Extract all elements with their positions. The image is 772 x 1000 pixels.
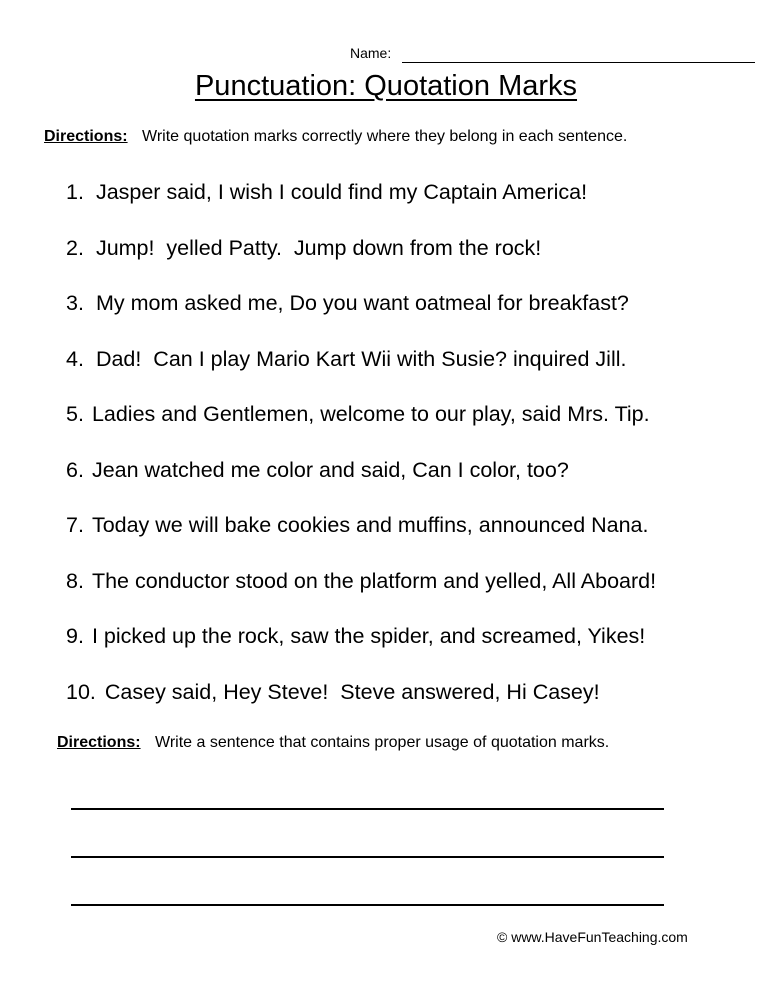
copyright-text: © www.HaveFunTeaching.com (497, 929, 688, 945)
question-list (66, 176, 656, 731)
directions-1 (44, 128, 627, 146)
question-number: 1. (66, 180, 84, 204)
question-text: Dad! Can I play Mario Kart Wii with Susie? inquired Jill. (95, 346, 627, 371)
question-item (66, 232, 656, 288)
question-text: Casey said, Hey Steve! Steve answered, Hi Casey! (104, 679, 600, 704)
question-text: Jean watched me color and said, Can I color, too? (91, 457, 569, 482)
question-item (66, 398, 656, 454)
question-number: 5. (66, 402, 84, 426)
name-input-line[interactable] (402, 62, 755, 63)
question-item (66, 565, 656, 621)
directions-2 (57, 734, 609, 752)
answer-line[interactable] (71, 856, 664, 858)
question-item (66, 343, 656, 399)
answer-line[interactable] (71, 904, 664, 906)
directions-text: Write quotation marks correctly where they belong in each sentence. (142, 128, 628, 145)
question-item (66, 454, 656, 510)
question-text: I picked up the rock, saw the spider, and screamed, Yikes! (91, 624, 646, 648)
name-label: Name: (350, 45, 392, 61)
question-text: Jasper said, I wish I could find my Captain America! (95, 180, 588, 204)
question-number: 7. (66, 513, 84, 537)
question-text: The conductor stood on the platform and yelled, All Aboard! (91, 568, 657, 593)
question-item (66, 676, 656, 732)
question-text: My mom asked me, Do you want oatmeal for breakfast? (95, 291, 629, 315)
question-number: 8. (66, 568, 84, 593)
answer-line[interactable] (71, 808, 664, 810)
question-number: 6. (66, 457, 84, 482)
question-item (66, 620, 656, 676)
question-text: Ladies and Gentlemen, welcome to our play, said Mrs. Tip. (91, 402, 650, 426)
question-text: Today we will bake cookies and muffins, announced Nana. (91, 513, 649, 537)
question-text: Jump! yelled Patty. Jump down from the rock! (95, 235, 542, 260)
question-number: 10. (66, 679, 96, 704)
question-number: 9. (66, 624, 84, 648)
question-item (66, 287, 656, 343)
page-title: Punctuation: Quotation Marks (194, 70, 578, 102)
directions-label: Directions: (57, 734, 141, 751)
question-number: 4. (66, 346, 84, 371)
question-item (66, 509, 656, 565)
directions-label: Directions: (44, 128, 128, 145)
question-number: 2. (66, 235, 84, 260)
question-number: 3. (66, 291, 84, 315)
question-item (66, 176, 656, 232)
directions-text: Write a sentence that contains proper usage of quotation marks. (155, 734, 610, 751)
